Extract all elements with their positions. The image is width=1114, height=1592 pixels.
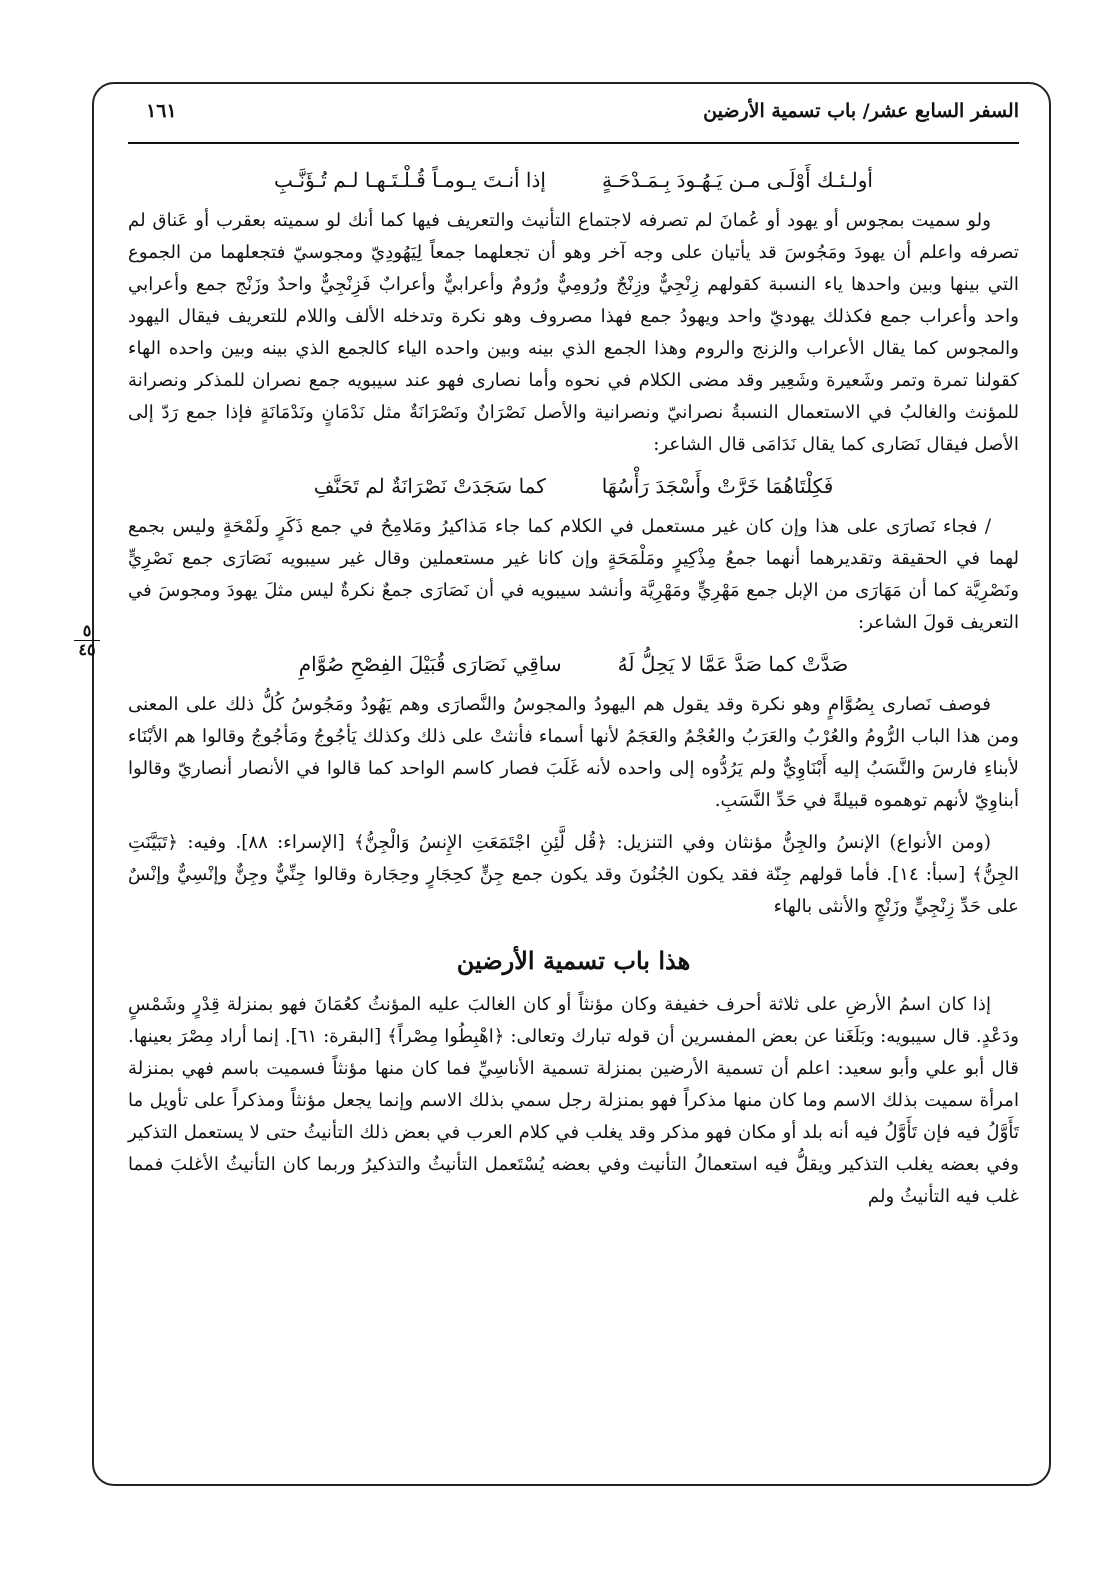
marginal-ref-bottom: ٤٥ [78, 640, 96, 659]
paragraph-4: (ومن الأنواع) الإنسُ والجِنُّ مؤنثان وفي التنزيل: ﴿قُل لَّئِنِ اجْتَمَعَتِ الإِنسُ وَالْجِنُّ﴾ [الإسراء: ٨٨]. وفيه: ﴿تَبَيَّنَتِ الجِنُّ﴾ [سبأ: ١٤]. فأما قولهم جِنّة فقد يكون الجُنُونَ وقد يكون جمع جِنٍّ كحِجَارٍ وحِجَارة وقالوا جِنِّيٌّ وجِنٌّ وإنْسِيٌّ وإنْسٌ على حَدِّ زِنْجِيٍّ وزَنْجٍ والأنثى بالهاء [128, 832, 1019, 917]
verse-2-first-hemistich: فَكِلْتَاهُمَا خَرَّتْ وأَسْجَدَ رَأْسُهَا [601, 474, 834, 498]
page-number: ١٦١ [146, 100, 177, 122]
verse-1-first-hemistich: أولـئـك أَوْلَـى مـن يَـهُـودَ بِـمَـدْحَـةٍ [601, 168, 873, 192]
running-title: السفر السابع عشر/ باب تسمية الأرضين [703, 100, 1019, 122]
spacer [128, 817, 1019, 827]
verse-3-second-hemistich: ساقِي نَصَارَى قُبَيْلَ الفِصْحِ صُوَّامِ [298, 652, 562, 676]
page-body [128, 155, 1019, 1213]
verse-1-second-hemistich: إذا أنـتَ يـومـاً قُـلْـتَـهـا لـم تُـؤَنَّـبِ [274, 168, 546, 192]
section-heading: هذا باب تسمية الأرضين [456, 946, 691, 975]
verse-3 [128, 639, 1019, 689]
verse-2 [128, 461, 1019, 511]
marginal-reference [70, 621, 104, 659]
paragraph-3: فوصف نَصارى بِصُوَّامٍ وهو نكرة وقد يقول هم اليهودُ والمجوسُ والنَّصارَى وهم يَهُودُ ومَجُوسُ كُلُّ ذلك على المعنى ومن هذا الباب الرُّومُ والعُرْبُ والعَرَبُ والعُجْمُ والعَجَمُ لأنها أسماء فأنثتْ على ذلك وكذلك يَأجُوجُ ومَأجُوجُ وقالوا هم الأبْنَاء لأبناءِ فارسَ والنَّسَبُ إليه أَبْنَاوِيٌّ ولم يَرُدُّوه إلى واحده لأنه غَلَبَ فصار كاسم الواحد كما قالوا في الأنصار أنصاريّ وقالوا أبناوِيّ لأنهم توهموه قبيلةً في حَدِّ النَّسَبِ. [128, 694, 1019, 811]
verse-1 [128, 155, 1019, 205]
verse-2-second-hemistich: كما سَجَدَتْ نَصْرَانَةٌ لم تَحَنَّفِ [313, 474, 546, 498]
verse-3-first-hemistich: صَدَّتْ كما صَدَّ عَمَّا لا يَحِلُّ لَهُ [617, 652, 849, 676]
marginal-ref-top: ٥ [82, 621, 92, 640]
header-rule [128, 142, 1019, 144]
paragraph-1: ولو سميت بمجوس أو يهود أو عُمانَ لم تصرفه لاجتماع التأنيث والتعريف فيها كما أنك لو سميته بعقرب أو عَناق لم تصرفه واعلم أن يهودَ ومَجُوسَ قد يأتيان على وجه آخر وهو أن تجعلهما جمعاً لِيَهُودِيّ ومجوسيّ فتجعلهما من الجموع التي بينها وبين واحدها ياء النسبة كقولهم زِنْجِيٌّ وزِنْجٌ ورُومِيٌّ ورُومٌ وأعرابيٌّ وأعرابٌ فَزِنْجِيٌّ واحدٌ وزَنْج جمع وأعرابي واحد وأعراب جمع فكذلك يهوديّ واحد ويهودُ جمع فهذا مصروف وهو نكرة وتدخله الألف واللام للتعريف فيقال اليهود والمجوس كما يقال الأعراب والزنج والروم وهذا الجمع الذي بينه وبين واحده الياء كالجمع الذي بينه وبين واحده الهاء كقولنا تمرة وتمر وشَعيرة وشَعِير وقد مضى الكلام في نحوه وأما نصارى فهو عند سيبويه جمع نصران للمذكر ونصرانة للمؤنث والغالبُ في الاستعمال النسبةُ نصرانيّ ونصرانية والأصل نَصْرَانٌ ونَصْرَانَةٌ مثل نَدْمَانٍ ونَدْمَانَةٍ فإذا جمع رَدّ إلى الأصل فيقال نَصَارى كما يقال نَدَامَى قال الشاعر: [128, 210, 1019, 455]
paragraph-2: / فجاء نَصارَى على هذا وإن كان غير مستعمل في الكلام كما جاء مَذاكيرُ ومَلامِحُ في جمع ذَكَرٍ ولَمْحَةٍ وليس بجمع لهما في الحقيقة وتقديرهما أنهما جمعُ مِذْكِيرٍ ومَلْمَحَةٍ وإن كانا غير مستعملين وقال غير سيبويه نَصَارَى جمع نَصْرِيٍّ ونَصْرِيَّة كما أن مَهَارَى من الإبل جمع مَهْرِيٍّ ومَهْرِيَّة وأنشد سيبويه في أن نَصَارَى جمعٌ نكرةٌ ليس مثلَ يهودَ ومجوسَ في التعريف قولَ الشاعر: [128, 516, 1019, 633]
paragraph-5: إذا كان اسمُ الأرضِ على ثلاثة أحرف خفيفة وكان مؤنثاً أو كان الغالبَ عليه المؤنثُ كعُمَانَ فهو بمنزلة قِدْرٍ وشَمْسٍ ودَعْدٍ. قال سيبويه: وبَلَغَنا عن بعض المفسرين أن قوله تبارك وتعالى: ﴿اهْبِطُوا مِصْراً﴾ [البقرة: ٦١]. إنما أراد مِصْرَ بعينها. قال أبو علي وأبو سعيد: اعلم أن تسمية الأرضين بمنزلة تسمية الأناسِيِّ فما كان منها مؤنثاً فسميت باسم فهي بمنزلة امرأة سميت بذلك الاسم وما كان منها مذكراً فهو بمنزلة رجل سمي بذلك الاسم وإنما يجعل مؤنثاً ومذكراً على تأويل ما تَأَوَّلُ فيه فإن تَأَوَّلُ فيه أنه بلد أو مكان فهو مذكر وقد يغلب في كلام العرب في بعض ذلك التأنيثُ حتى لا يستعمل التذكير وفي بعضه يغلب التذكير ويقلُّ فيه استعمالُ التأنيث وفي بعضه يُسْتَعمل التأنيثُ والتذكيرُ وربما كان التأنيثُ الأغلبَ فمما غلب فيه التأنيثُ ولم [128, 994, 1019, 1207]
page-header [118, 96, 1019, 128]
